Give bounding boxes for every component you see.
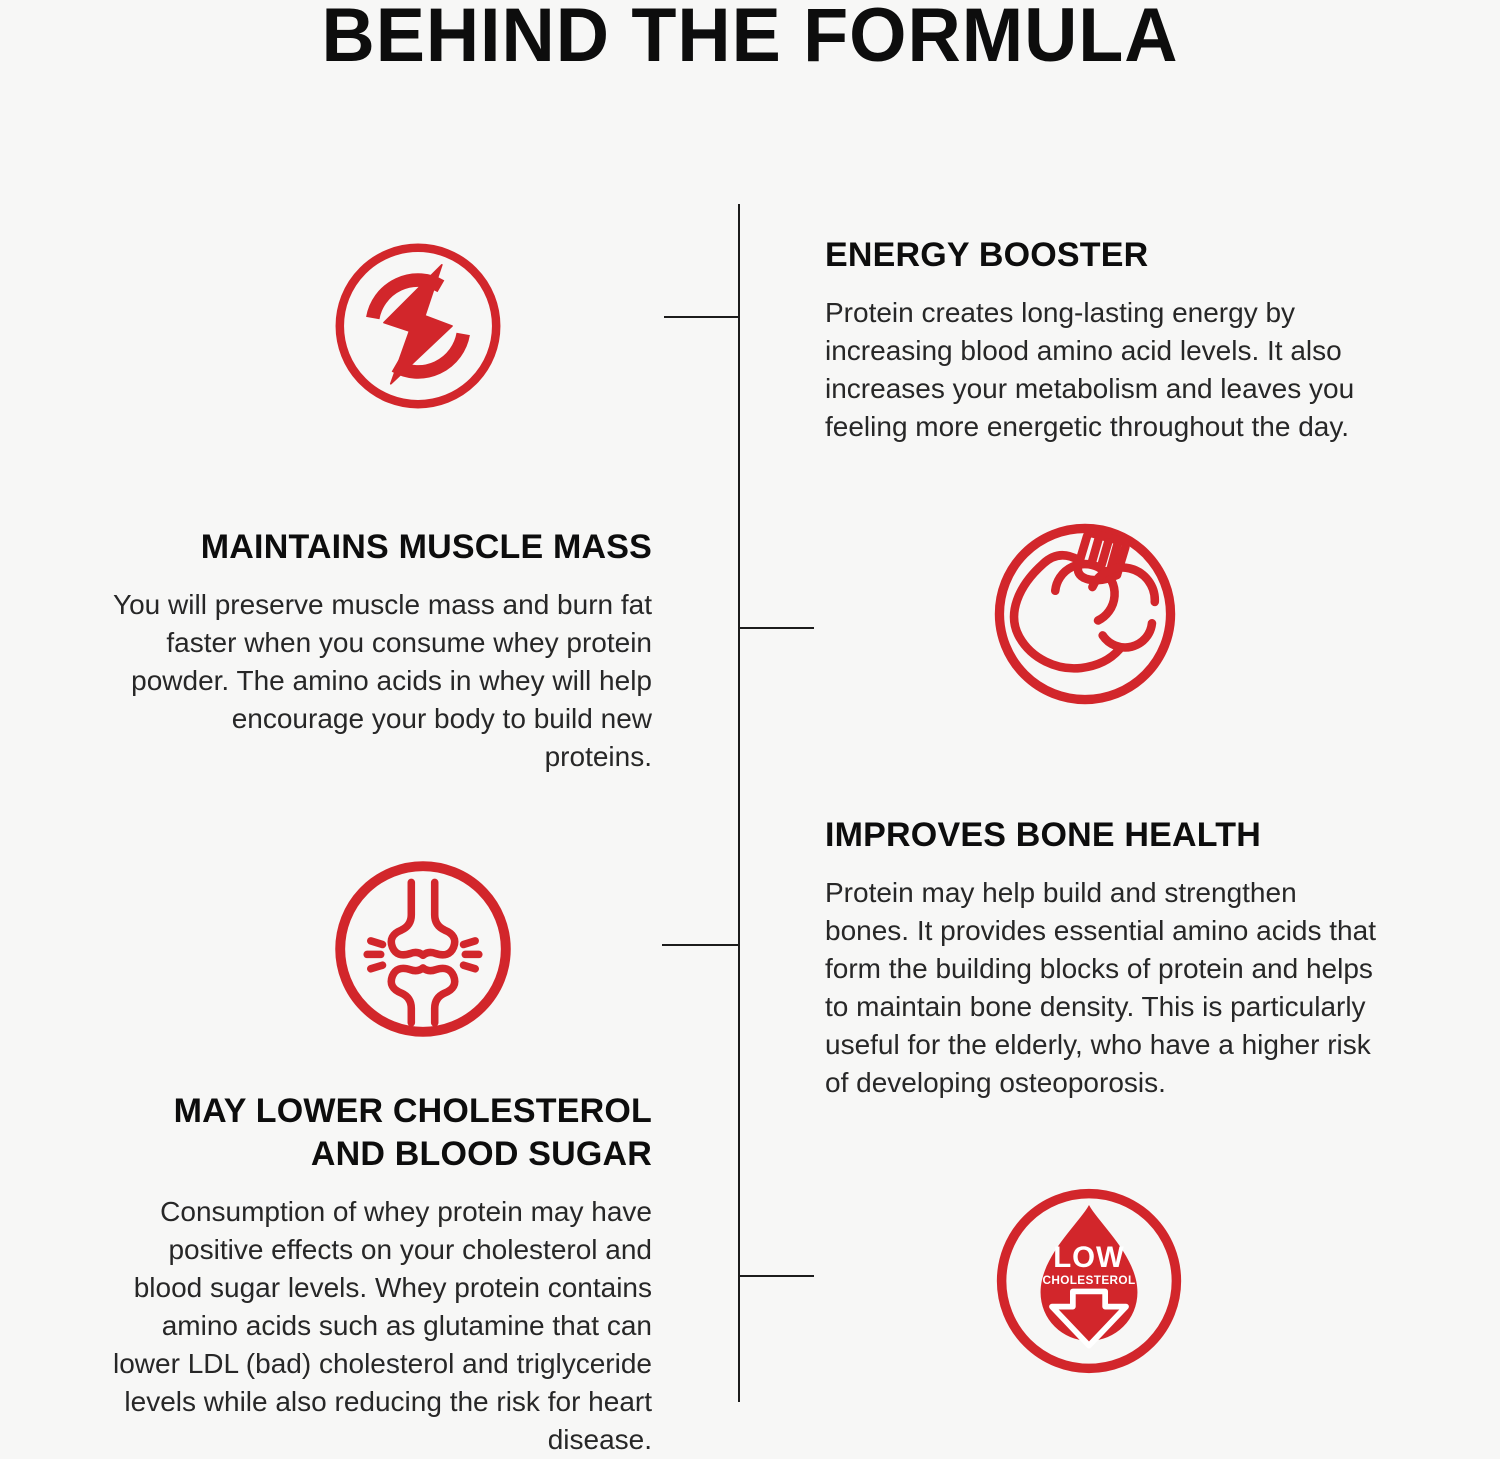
section-body: You will preserve muscle mass and burn fat faster when you consume whey protein powder. The amino acids in whey will help encourage your body to build new proteins. xyxy=(113,589,652,773)
section-heading: IMPROVES BONE HEALTH xyxy=(825,816,1261,854)
page-title: BEHIND THE FORMULA xyxy=(321,0,1179,78)
bone-joint-icon xyxy=(330,859,516,1039)
low-label: LOW xyxy=(1053,1240,1125,1274)
section-body: Protein creates long-lasting energy by increasing blood amino acid levels. It also increases your metabolism and leaves you feeling more energetic throughout the day. xyxy=(825,297,1355,443)
bicep-icon xyxy=(991,521,1179,707)
low-cholesterol-icon xyxy=(994,1186,1184,1376)
center-spine-line xyxy=(738,204,740,1402)
section-maintains-muscle-mass xyxy=(0,528,652,776)
section-heading: ENERGY BOOSTER xyxy=(825,236,1149,274)
connector-cholesterol xyxy=(740,1275,814,1277)
cholesterol-label: CHOLESTEROL xyxy=(1042,1273,1136,1287)
connector-bone xyxy=(662,944,739,946)
section-heading: MAINTAINS MUSCLE MASS xyxy=(200,528,652,566)
section-body: Consumption of whey protein may have positive effects on your cholesterol and blood sugar levels. Whey protein contains amino acids such as glutamine that can lower LDL (bad) cholesterol and triglyceride levels while also reducing the risk for heart disease. xyxy=(113,1195,652,1455)
connector-muscle xyxy=(740,627,814,629)
connector-energy xyxy=(664,316,739,318)
section-may-lower-cholesterol xyxy=(0,1090,652,1459)
section-improves-bone-health xyxy=(825,816,1470,1102)
section-heading: MAY LOWER CHOLESTEROL AND BLOOD SUGAR xyxy=(173,1092,652,1173)
section-energy-booster xyxy=(825,236,1465,446)
energy-bolt-icon xyxy=(333,241,503,411)
section-body: Protein may help build and strengthen bones. It provides essential amino acids that form the building blocks of protein and helps to maintain bone density. This is particularly useful for the elderly, who have a higher risk of developing osteoporosis. xyxy=(825,877,1376,1099)
